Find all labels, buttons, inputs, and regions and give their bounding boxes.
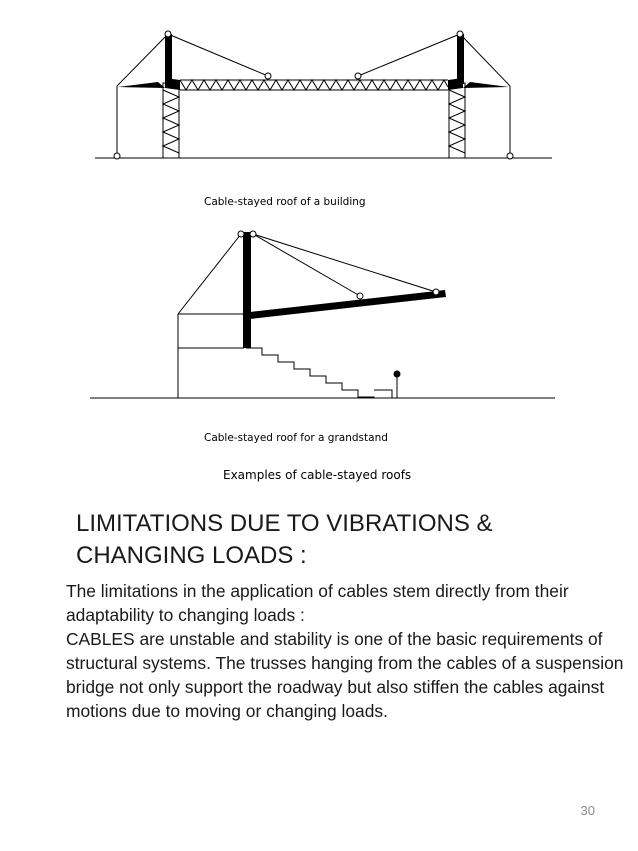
section-heading-line-2: CHANGING LOADS : bbox=[76, 542, 307, 569]
section-heading bbox=[76, 508, 576, 572]
paragraph-cables-stability: CABLES are unstable and stability is one of the basic requirements of structural systems. The trusses hanging from the cables of a suspension bridge not only support the roadway but also stiffen the cables against motions due to moving or changing loads. bbox=[66, 629, 624, 721]
body-text bbox=[66, 579, 626, 723]
building-roof-diagram bbox=[0, 0, 638, 200]
page-number: 30 bbox=[580, 803, 595, 818]
grandstand-figure-caption: Cable-stayed roof for a grandstand bbox=[204, 432, 388, 444]
figure-title: Examples of cable-stayed roofs bbox=[223, 468, 412, 482]
building-figure-caption: Cable-stayed roof of a building bbox=[204, 196, 366, 208]
grandstand-roof-diagram bbox=[0, 220, 638, 420]
paragraph-limitations: The limitations in the application of cables stem directly from their adaptability to changing loads : bbox=[66, 581, 569, 625]
section-heading-line-1: LIMITATIONS DUE TO VIBRATIONS & bbox=[76, 510, 493, 537]
